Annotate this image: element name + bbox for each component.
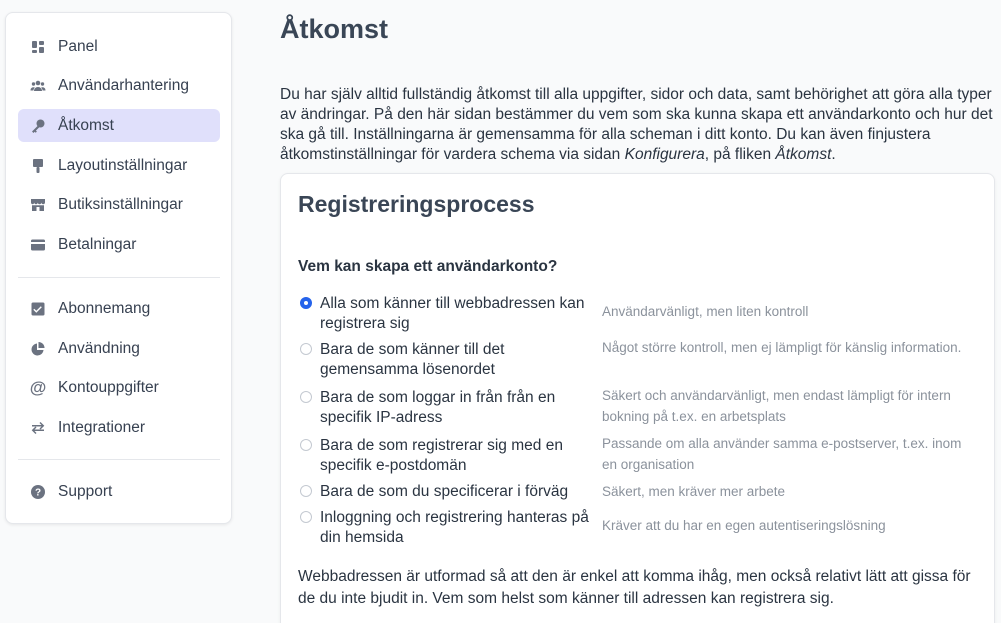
intro-text-part: Du har själv alltid fullständig åtkomst till alla uppgifter, sidor och data, samt behörighet att göra alla typer av ändringar. På den här sidan bestämmer du vem som ska kunna skapa ett användarkonto och hur det ska gå till. Inställningarna är gemensamma för alla scheman i ditt konto. Du kan även finjustera åtkomstinställningar för vardera schema via sidan [280,86,993,163]
check-square-icon [18,301,58,317]
dashboard-icon [18,39,58,55]
sidebar-item-label: Åtkomst [58,116,114,134]
option-note: Passande om alla använder samma e-postserver, t.ex. inom en organisation [602,436,962,472]
option-label: Alla som känner till webbadressen kan registrera sig [320,295,585,332]
intro-text-part: . [831,146,836,163]
svg-text:?: ? [34,487,42,498]
option-label: Bara de som du specificerar i förväg [320,483,569,500]
users-icon [18,78,58,94]
sidebar-item-label: Användarhantering [58,76,189,94]
sidebar-item-label: Layoutinställningar [58,156,188,174]
radio-button[interactable] [300,511,312,523]
intro-text-part: , på fliken [704,146,776,163]
question-circle-icon [18,484,58,500]
store-icon [18,197,58,213]
sidebar-item-label: Betalningar [58,235,137,253]
sidebar-item-subscription[interactable] [18,292,220,325]
sidebar-item-store[interactable] [18,188,220,221]
option-note: Något större kontroll, men ej lämpligt för känslig information. [602,340,962,355]
paintbrush-icon [18,158,58,174]
registration-title: Registreringsprocess [298,191,535,217]
intro-text [280,85,998,165]
sidebar-item-label: Support [58,482,113,500]
sidebar-item-integrations[interactable] [18,411,220,444]
registration-card [280,173,995,623]
sidebar-item-usage[interactable] [18,332,220,365]
credit-card-icon [18,237,58,253]
at-sign-icon: @ [29,377,47,397]
sidebar-item-account[interactable] [18,371,220,404]
option-note: Säkert, men kräver mer arbete [602,484,786,499]
radio-button[interactable] [300,485,312,497]
sidebar-item-payments[interactable] [18,228,220,261]
sidebar-item-label: Panel [58,37,98,55]
radio-button[interactable] [300,343,312,355]
sidebar-item-label: Användning [58,339,140,357]
option-label: Inloggning och registrering hanteras på din hemsida [320,509,589,546]
option-note: Användarvänligt, men liten kontroll [602,304,809,319]
option-label: Bara de som loggar in från från en specifik IP-adress [320,389,556,426]
sidebar-item-layout[interactable] [18,149,220,182]
page-title: Åtkomst [280,14,389,44]
option-note: Säkert och användarvänligt, men endast lämpligt för intern bokning på t.ex. en arbetsplats [602,388,951,424]
key-icon [18,118,58,134]
sidebar-item-panel[interactable] [18,30,220,63]
sidebar-item-support[interactable] [18,475,220,508]
access-tab-text: Åtkomst [775,146,832,163]
sidebar-item-label: Kontouppgifter [58,378,159,396]
sidebar-item-label: Butiksinställningar [58,195,183,213]
option-note: Kräver att du har en egen autentiseringslösning [602,518,886,533]
option-label: Bara de som känner till det gemensamma lösenordet [320,341,505,378]
radio-button[interactable] [300,439,312,451]
registration-footnote: Webbadressen är utformad så att den är enkel att komma ihåg, men också relativt lätt att gissa för de du inte bjudit in. Vem som helst som känner till adressen kan registrera sig. [298,568,971,607]
option-label: Bara de som registrerar sig med en specifik e-postdomän [320,437,563,474]
sidebar-divider [18,459,220,460]
arrows-exchange-icon [18,420,58,436]
sidebar-item-label: Abonnemang [58,299,151,317]
pie-chart-icon [18,341,58,357]
sidebar-item-users[interactable] [18,69,220,102]
radio-button[interactable] [300,297,312,309]
sidebar-item-access[interactable] [18,109,220,142]
configure-link-text: Konfigurera [624,146,705,163]
sidebar-divider [18,277,220,278]
radio-button[interactable] [300,391,312,403]
sidebar-item-label: Integrationer [58,418,146,436]
sidebar [5,12,232,524]
question-label: Vem kan skapa ett användarkonto? [298,258,558,275]
